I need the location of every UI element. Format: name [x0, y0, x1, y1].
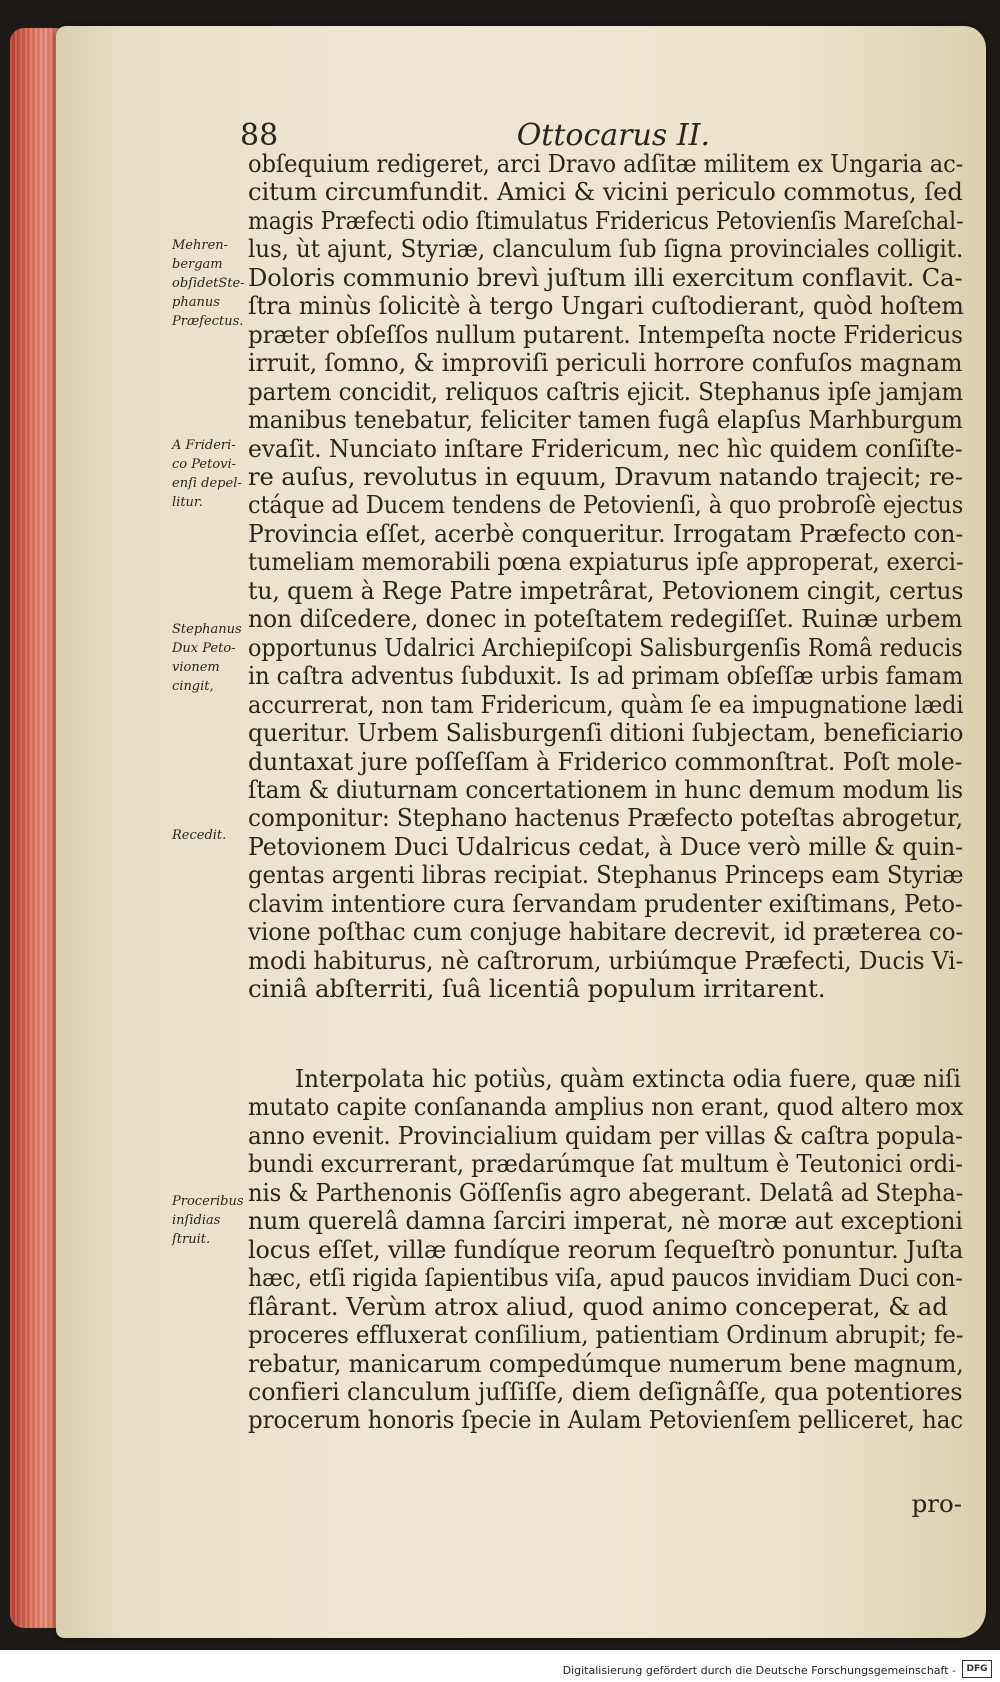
margin-note-line: phanus	[172, 295, 220, 310]
text-line: proceres effluxerat conſilium, patientiam Ordinum abrupit; fe-	[248, 1320, 964, 1350]
margin-note-line: bergam	[172, 257, 223, 272]
margin-note-line: ſtruit.	[172, 1232, 211, 1247]
text-line: præter obſeſſos nullum putarent. Intempeſta nocte Fridericus	[248, 319, 963, 349]
catchword: pro-	[911, 1489, 962, 1518]
text-line: procerum honoris ſpecie in Aulam Petovienſem pelliceret, hac	[248, 1405, 964, 1435]
text-line: accurrerat, non tam Fridericum, quàm ſe ea impugnatione lædi	[248, 689, 964, 719]
text-line: lus, ùt ajunt, Styriæ, clanculum ſub ſigna provinciales colligit.	[248, 234, 964, 264]
margin-note-2	[172, 436, 252, 512]
text-line: Interpolata hic potiùs, quàm extincta odia fuere, quæ niſi	[295, 1064, 961, 1093]
text-line: anno evenit. Provincialium quidam per villas & caſtra popula-	[248, 1120, 963, 1150]
margin-note-line: vionem	[172, 660, 220, 675]
body-paragraph-1	[248, 150, 963, 1004]
text-line: partem concidit, reliquos caſtris ejicit. Stephanus ipſe jamjam	[248, 376, 964, 406]
running-title: Ottocarus II.	[516, 118, 710, 153]
text-line: componitur: Stephano hactenus Præfecto poteſtas abrogetur,	[248, 803, 963, 833]
margin-note-line: Stephanus	[172, 622, 242, 637]
text-line: nis & Parthenonis Göſſenſis agro abegerant. Delatâ ad Stepha-	[248, 1177, 964, 1207]
text-line: gentas argenti libras recipiat. Stephanus Princeps eam Styriæ	[248, 860, 964, 890]
text-line: ciniâ abſterriti, ſuâ licentiâ populum irritarent.	[248, 974, 826, 1004]
text-line: re auſus, revolutus in equum, Dravum natando trajecit; re-	[248, 461, 963, 491]
text-line: citum circumfundit. Amici & vicini periculo commotus, ſed	[248, 177, 963, 207]
margin-note-line: Recedit.	[172, 828, 227, 843]
body-paragraph-2	[248, 1065, 963, 1435]
margin-note-3	[172, 620, 252, 696]
margin-note-line: inſidias	[172, 1213, 221, 1228]
text-line: Provincia eſſet, acerbè conqueritur. Irrogatam Præfecto con-	[248, 518, 964, 548]
text-line: in caſtra adventus ſubduxit. Is ad primam obſeſſæ urbis famam	[248, 661, 964, 691]
margin-note-line: Proceribus	[172, 1194, 244, 1209]
text-line: bundi excurrerant, prædarúmque ſat multum è Teutonici ordi-	[248, 1149, 963, 1179]
margin-note-5	[172, 1192, 252, 1249]
text-line: magis Præfecti odio ſtimulatus Fridericus Petovienſis Mareſchal-	[248, 205, 964, 235]
margin-note-line: Præfectus.	[172, 314, 244, 329]
text-line: mutato capite conſananda amplius non erant, quod altero mox	[248, 1092, 964, 1122]
text-line: tumeliam memorabili pœna expiaturus ipſe approperat, exerci-	[248, 547, 964, 577]
text-line: num querelâ damna ſarciri imperat, nè moræ aut exceptioni	[248, 1206, 963, 1236]
text-line: ſtra minùs ſolicitè à tergo Ungari cuſtodierant, quòd hoſtem	[248, 291, 964, 321]
text-line: vione poſthac cum conjuge habitare decrevit, id præterea co-	[248, 917, 964, 947]
text-line: tu, quem à Rege Patre impetrârat, Petovionem cingit, certus	[248, 575, 964, 605]
text-line: ſtam & diuturnam concertationem in hunc demum modum lis	[248, 774, 964, 804]
margin-note-line: Dux Peto-	[172, 641, 236, 656]
text-line: queritur. Urbem Salisburgenſi ditioni ſubjectam, beneficiario	[248, 718, 964, 748]
text-line: modi habiturus, nè caſtrorum, urbiúmque Præfecti, Ducis Vi-	[248, 945, 964, 975]
text-line: opportunus Udalrici Archiepiſcopi Salisburgenſis Româ reducis	[248, 632, 963, 662]
margin-note-line: A Frideri-	[172, 438, 236, 453]
text-line: Doloris communio brevì juſtum illi exercitum conflavit. Ca-	[248, 262, 963, 292]
page-number: 88	[240, 118, 279, 153]
text-line: hæc, etſi rigida ſapientibus viſa, apud paucos invidiam Duci con-	[248, 1263, 963, 1293]
text-line: manibus tenebatur, feliciter tamen fugâ elapſus Marhburgum	[248, 405, 963, 435]
footer-credit: Digitalisierung gefördert durch die Deutsche Forschungsgemeinschaft -	[562, 1664, 956, 1677]
margin-note-4	[172, 826, 252, 845]
margin-note-line: enſi depel-	[172, 476, 242, 491]
text-line: flârant. Verùm atrox aliud, quod animo conceperat, & ad	[248, 1291, 948, 1321]
margin-note-line: cingit,	[172, 679, 214, 694]
text-line: clavim intentiore cura ſervandam prudenter exiſtimans, Peto-	[248, 888, 963, 918]
text-line: irruit, ſomno, & improviſi periculi horrore confuſos magnam	[248, 348, 963, 378]
text-line: non diſcedere, donec in poteſtatem redegiſſet. Ruinæ urbem	[248, 604, 963, 634]
margin-note-line: co Petovi-	[172, 457, 237, 472]
dfg-logo: DFG	[962, 1660, 992, 1678]
text-line: Petovionem Duci Udalricus cedat, à Duce verò mille & quin-	[248, 831, 963, 861]
margin-note-line: litur.	[172, 495, 203, 510]
margin-note-line: obſidetSte-	[172, 276, 245, 291]
text-line: rebatur, manicarum compedúmque numerum bene magnum,	[248, 1348, 964, 1378]
margin-note-1	[172, 236, 252, 331]
text-line: locus eſſet, villæ fundíque reorum ſequeſtrò ponuntur. Juſta	[248, 1234, 964, 1264]
text-line: evaſit. Nunciato inſtare Fridericum, nec hìc quidem conſiſte-	[248, 433, 963, 463]
text-line: ctáque ad Ducem tendens de Petovienſi, à quo probroſè ejectus	[248, 490, 964, 520]
text-line: duntaxat jure poſſeſſam à Friderico commonſtrat. Poſt mole-	[248, 746, 963, 776]
margin-note-line: Mehren-	[172, 238, 229, 253]
text-line: confieri clanculum juſſiſſe, diem deſignâſſe, qua potentiores	[248, 1376, 963, 1406]
text-line: obſequium redigeret, arci Dravo adſitæ militem ex Ungaria ac-	[248, 149, 964, 178]
